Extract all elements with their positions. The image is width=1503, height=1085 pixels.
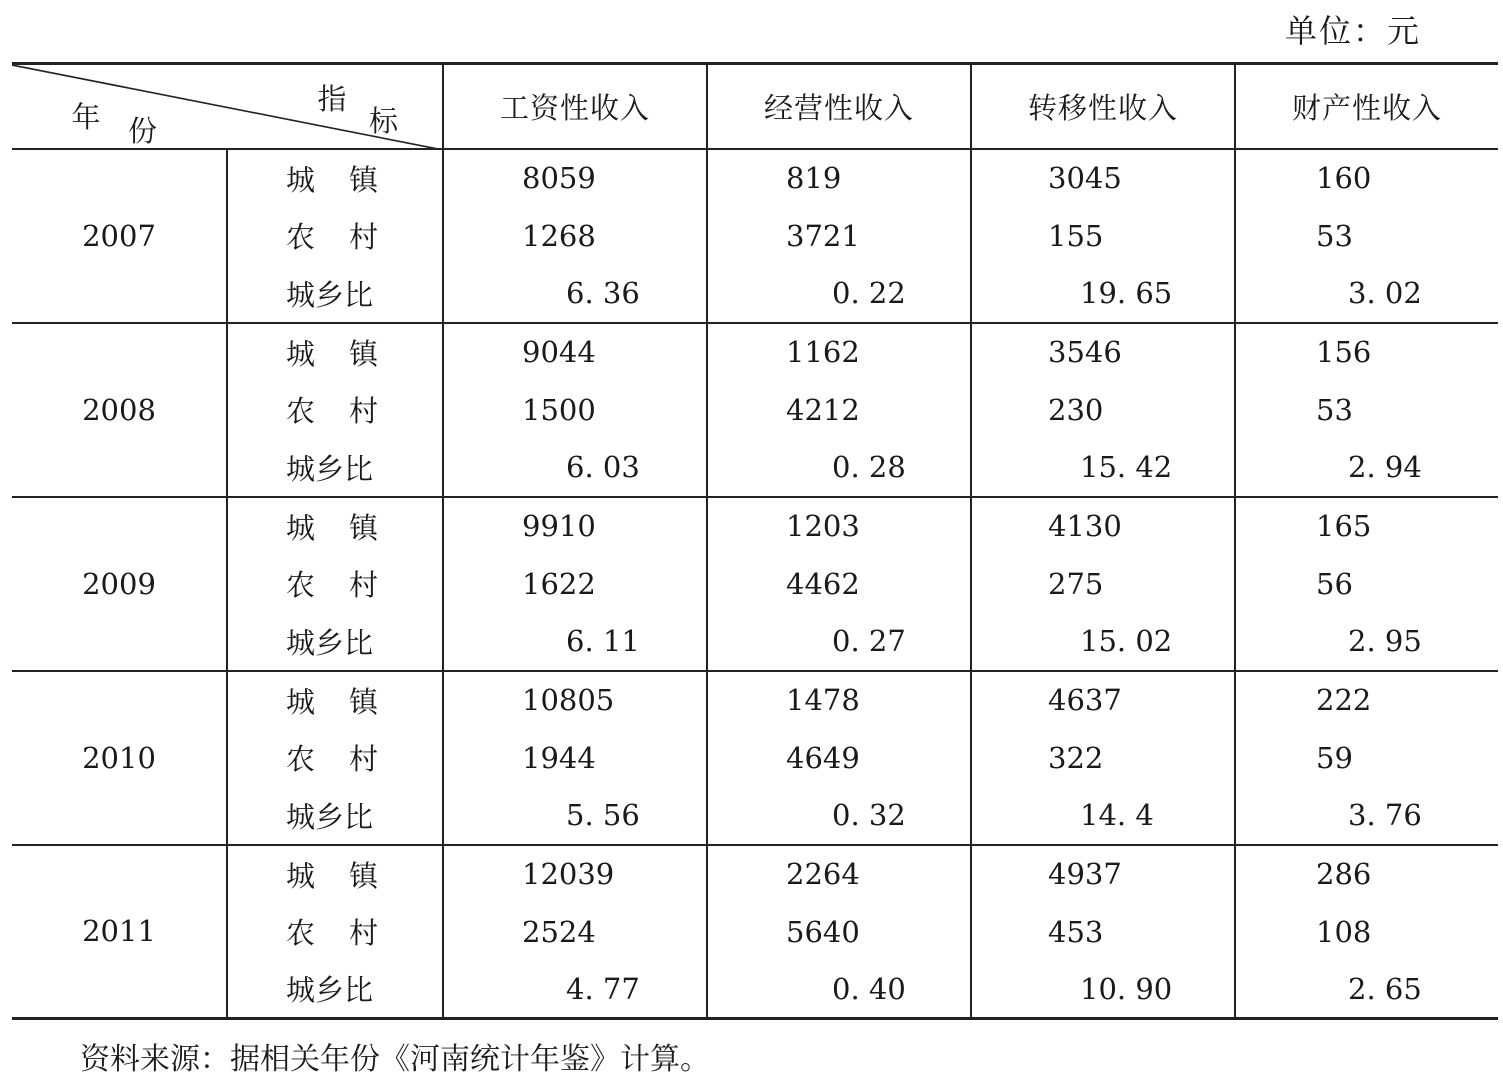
cell-transfer-rural: 155 [971,207,1235,265]
row-label-rural: 农村 [286,916,413,950]
cell-wage-urban: 10805 [443,671,707,729]
source-note: 资料来源：据相关年份《河南统计年鉴》计算。 [80,1042,710,1077]
table-row [12,729,1498,787]
row-label-urban: 城镇 [286,510,413,545]
cell-property-urban: 160 [1235,149,1498,207]
cell-wage-rural: 1268 [443,207,707,265]
cell-transfer-rural: 275 [971,555,1235,613]
cell-property-rural: 56 [1235,555,1498,613]
unit-label: 单位：元 [1284,12,1421,50]
cell-wage-urban: 9910 [443,497,707,555]
cell-business-ratio: 0. 32 [707,787,971,845]
cell-property-urban: 286 [1235,845,1498,903]
row-label-ratio: 城乡比 [227,613,443,671]
row-label-ratio: 城乡比 [227,439,443,497]
cell-transfer-urban: 3546 [971,323,1235,381]
row-label-rural: 农村 [286,220,413,254]
cell-wage-ratio: 6. 03 [443,439,707,497]
table-row [12,845,1498,903]
cell-property-urban: 222 [1235,671,1498,729]
table-row [12,265,1498,323]
row-label-ratio: 城乡比 [286,973,374,1008]
cell-transfer-urban: 4937 [971,845,1235,903]
year-cell: 2011 [12,845,227,1019]
corner-year-label: 年 份 [71,100,158,148]
table-row [12,439,1498,497]
cell-business-urban: 1203 [707,497,971,555]
cell-wage-rural: 2524 [443,903,707,961]
table-row [12,903,1498,961]
cell-business-urban: 819 [707,149,971,207]
cell-transfer-rural: 453 [971,903,1235,961]
table-row [12,555,1498,613]
table-row [12,613,1498,671]
corner-indicator-label: 指标 [317,82,399,138]
cell-property-urban: 156 [1235,323,1498,381]
cell-business-ratio: 0. 27 [707,613,971,671]
cell-transfer-ratio: 15. 42 [971,439,1235,497]
table-row [12,961,1498,1019]
cell-transfer-urban: 4637 [971,671,1235,729]
row-label-urban: 城镇 [286,684,413,719]
cell-transfer-urban: 4130 [971,497,1235,555]
cell-transfer-ratio: 10. 90 [971,961,1235,1019]
column-header-property: 财产性收入 [1235,64,1498,149]
table-row [12,671,1498,729]
cell-business-ratio: 0. 28 [707,439,971,497]
row-label-urban: 城镇 [286,858,413,893]
cell-business-ratio: 0. 22 [707,265,971,323]
cell-wage-ratio: 4. 77 [443,961,707,1019]
cell-transfer-ratio: 19. 65 [971,265,1235,323]
column-header-wage: 工资性收入 [443,64,707,149]
cell-wage-ratio: 6. 11 [443,613,707,671]
year-cell: 2010 [12,671,227,845]
cell-transfer-ratio: 15. 02 [971,613,1235,671]
cell-wage-rural: 1944 [443,729,707,787]
cell-wage-urban: 9044 [443,323,707,381]
cell-property-rural: 53 [1235,207,1498,265]
column-header-business: 经营性收入 [707,64,971,149]
cell-property-ratio: 3. 76 [1235,787,1498,845]
cell-business-urban: 1478 [707,671,971,729]
cell-property-urban: 165 [1235,497,1498,555]
cell-property-ratio: 2. 95 [1235,613,1498,671]
year-cell: 2009 [12,497,227,671]
header-row [12,64,1498,149]
table-body [12,149,1498,1019]
cell-wage-rural: 1500 [443,381,707,439]
cell-property-ratio: 3. 02 [1235,265,1498,323]
table-row [12,323,1498,381]
cell-wage-urban: 8059 [443,149,707,207]
cell-wage-ratio: 6. 36 [443,265,707,323]
table-row [12,497,1498,555]
cell-wage-rural: 1622 [443,555,707,613]
cell-wage-ratio: 5. 56 [443,787,707,845]
cell-property-rural: 53 [1235,381,1498,439]
year-cell: 2008 [12,323,227,497]
row-label-ratio: 城乡比 [227,265,443,323]
cell-business-rural: 4212 [707,381,971,439]
row-label-urban: 城镇 [286,162,413,197]
cell-wage-urban: 12039 [443,845,707,903]
table-row [12,207,1498,265]
income-table [12,62,1498,1020]
cell-transfer-rural: 322 [971,729,1235,787]
row-label-rural: 农村 [286,742,413,776]
cell-business-urban: 2264 [707,845,971,903]
cell-property-ratio: 2. 65 [1235,961,1498,1019]
cell-transfer-rural: 230 [971,381,1235,439]
cell-business-ratio: 0. 40 [707,961,971,1019]
row-label-ratio: 城乡比 [227,787,443,845]
table-row [12,381,1498,439]
row-label-rural: 农村 [286,568,413,602]
table-row [12,787,1498,845]
cell-transfer-ratio: 14. 4 [971,787,1235,845]
row-label-rural: 农村 [286,394,413,428]
table-row [12,149,1498,207]
cell-business-urban: 1162 [707,323,971,381]
cell-transfer-urban: 3045 [971,149,1235,207]
column-header-transfer: 转移性收入 [971,64,1235,149]
cell-business-rural: 3721 [707,207,971,265]
cell-business-rural: 4462 [707,555,971,613]
year-cell: 2007 [12,149,227,323]
corner-header-cell [12,64,443,149]
cell-property-rural: 108 [1235,903,1498,961]
row-label-urban: 城镇 [286,336,413,371]
cell-business-rural: 5640 [707,903,971,961]
cell-property-ratio: 2. 94 [1235,439,1498,497]
cell-property-rural: 59 [1235,729,1498,787]
cell-business-rural: 4649 [707,729,971,787]
